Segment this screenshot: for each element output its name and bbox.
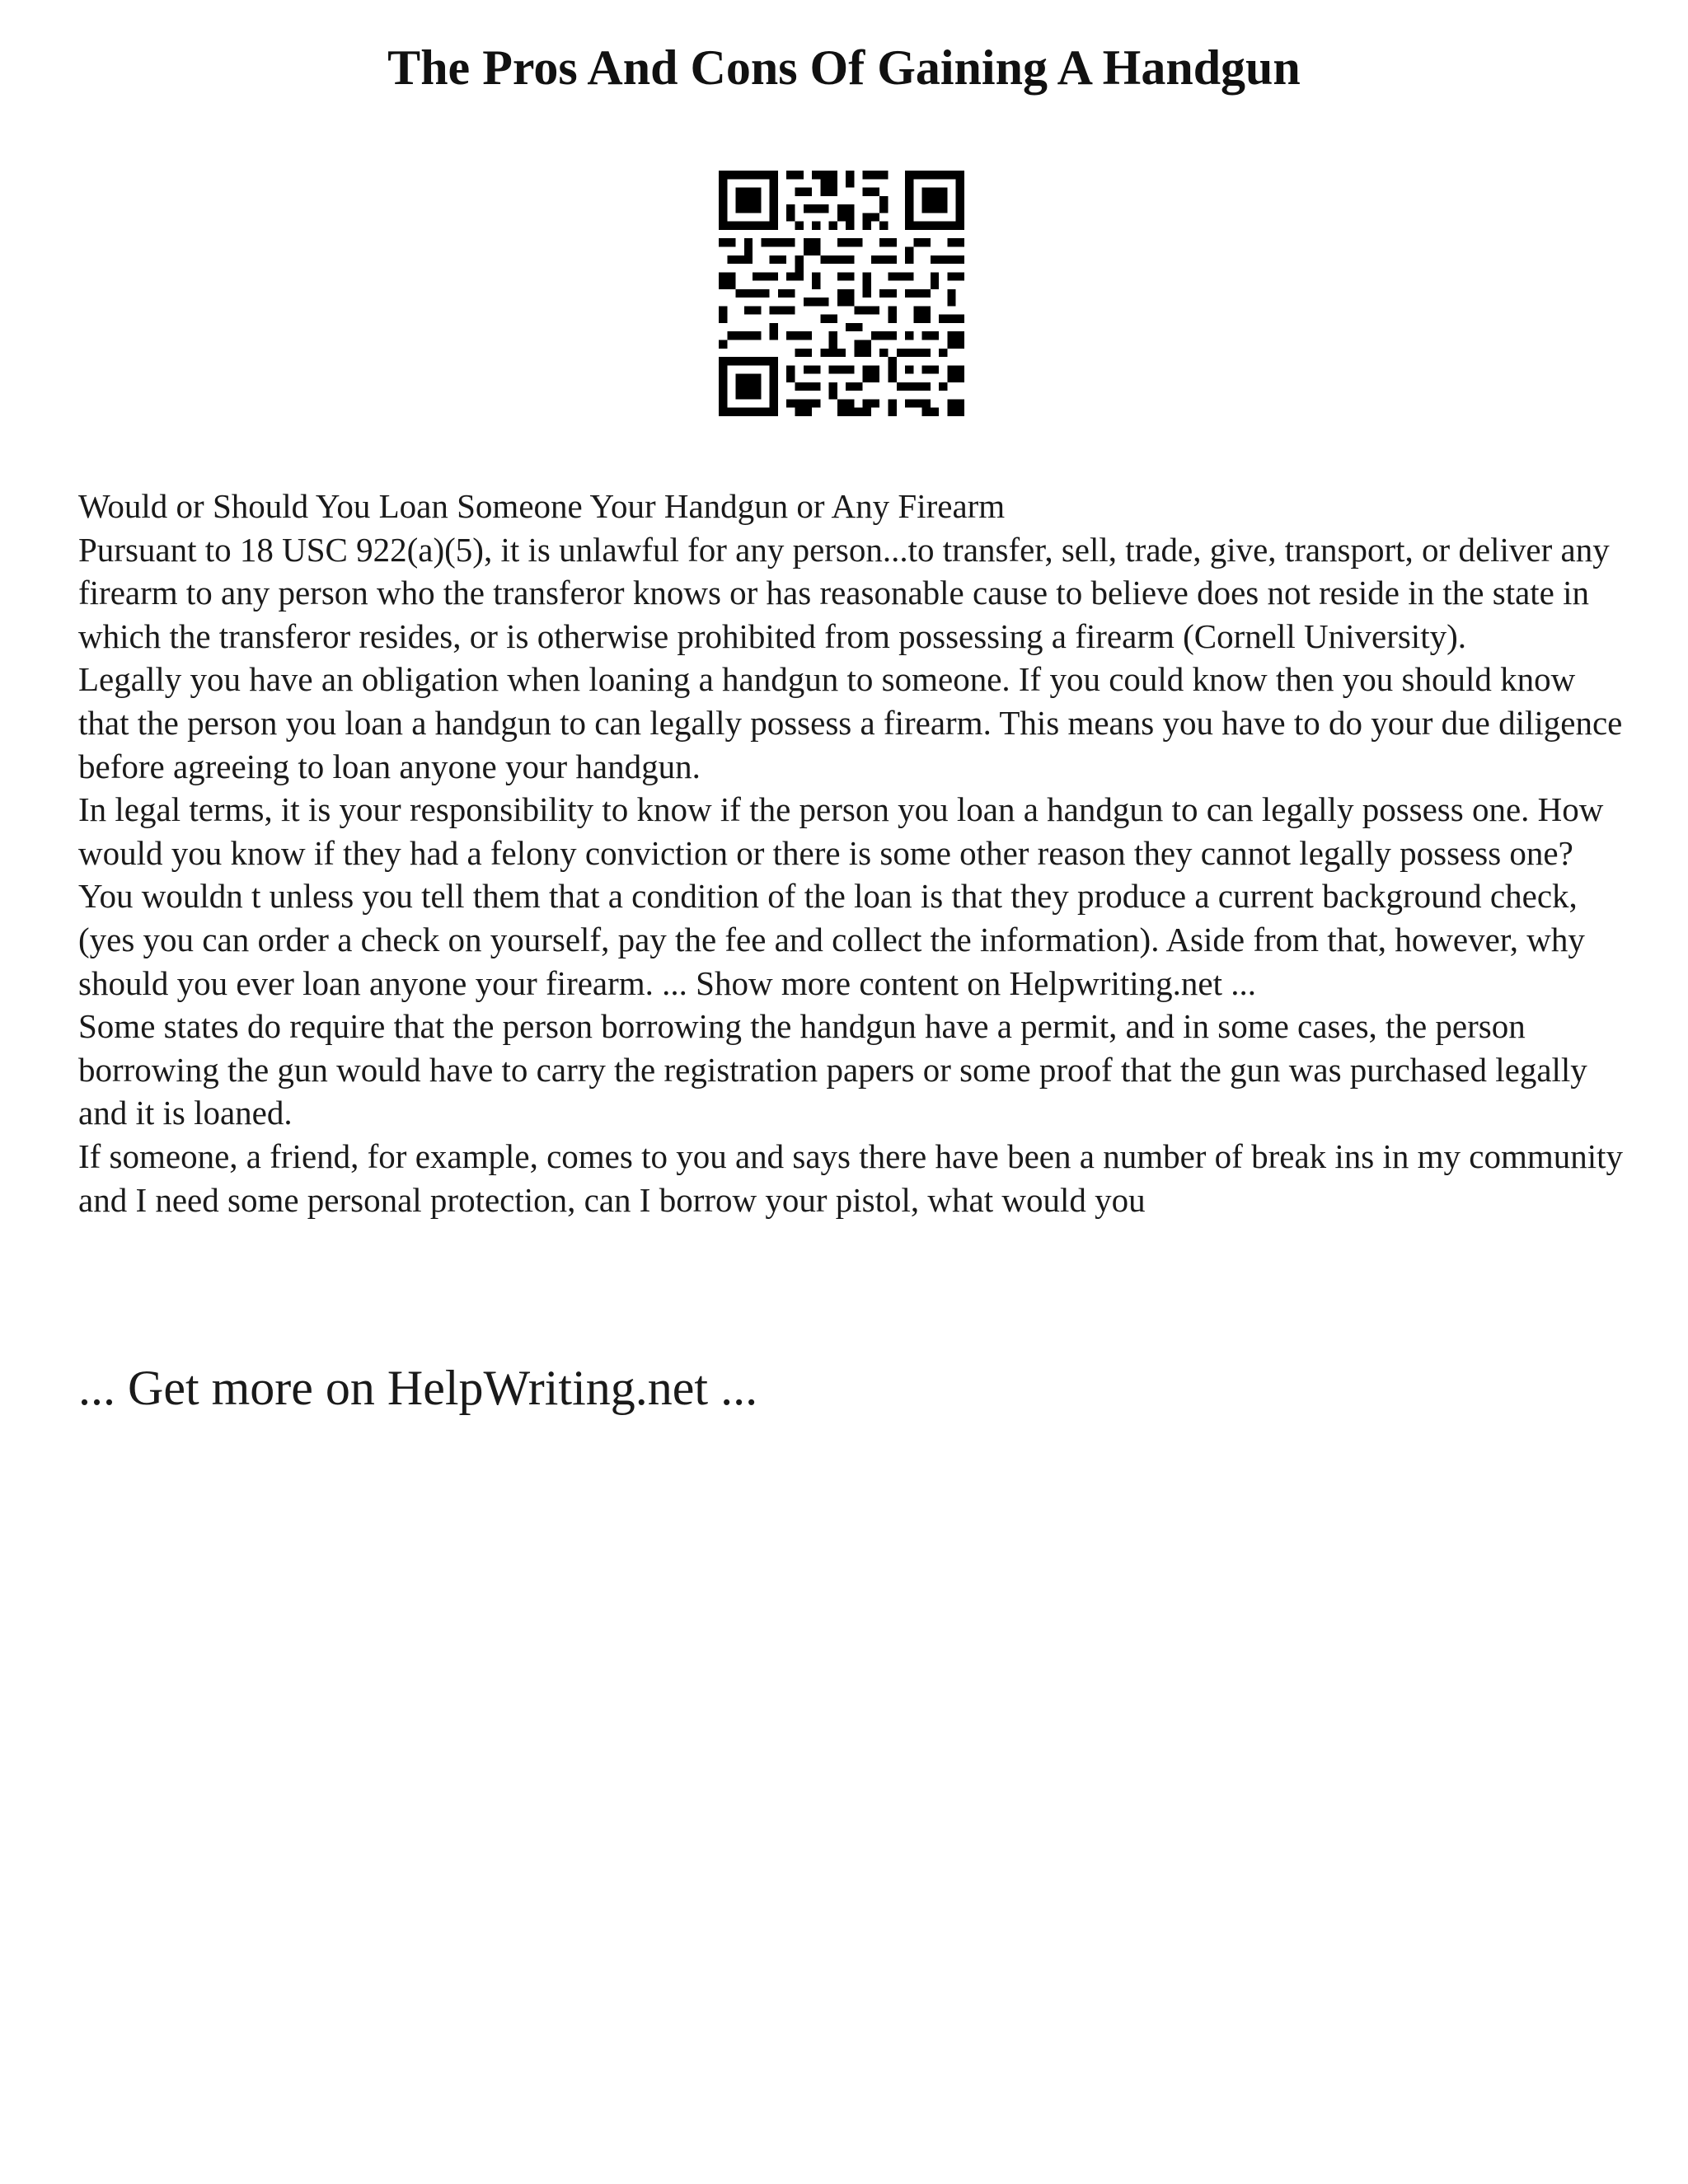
paragraph: Some states do require that the person borrowing the handgun have a permit, and in some cases, the person borrowing the gun would have to carry the registration papers or some proof that the gun was purchased legally and it is loaned. (78, 1007, 1587, 1132)
paragraph-heading: Would or Should You Loan Someone Your Handgun or Any Firearm (78, 487, 1006, 525)
get-more-link[interactable]: ... Get more on HelpWriting.net ... (78, 1361, 758, 1415)
paragraph: Pursuant to 18 USC 922(a)(5), it is unlawful for any person...to transfer, sell, trade, give, transport, or deliver any firearm to any person who the transferor knows or has reasonable cause to believe does not reside in the state in which the transferor resides, or is otherwise prohibited from possessing a firearm (Cornell University). (78, 530, 1610, 655)
paragraph: If someone, a friend, for example, comes to you and says there have been a number of break ins in my community and I need some personal protection, can I borrow your pistol, what would you (78, 1137, 1624, 1219)
qr-code-icon (719, 171, 964, 416)
page-title: The Pros And Cons Of Gaining A Handgun (387, 40, 1301, 95)
qr-code-graphic (719, 171, 964, 416)
paragraph: In legal terms, it is your responsibility to know if the person you loan a handgun to can legally possess one. How would you know if they had a felony conviction or there is some other reason they cannot legally possess one? You wouldn t unless you tell them that a condition of the loan is that they produce a current background check, (yes you can order a check on yourself, pay the fee and collect the information). Aside from that, however, why should you ever loan anyone your firearm. ... Show more content on Helpwriting.net ... (78, 790, 1604, 1002)
paragraph: Legally you have an obligation when loaning a handgun to someone. If you could know then you should know that the person you loan a handgun to can legally possess a firearm. This means you have to do your due diligence before agreeing to loan anyone your handgun. (78, 660, 1623, 785)
article-body (78, 485, 1628, 1221)
